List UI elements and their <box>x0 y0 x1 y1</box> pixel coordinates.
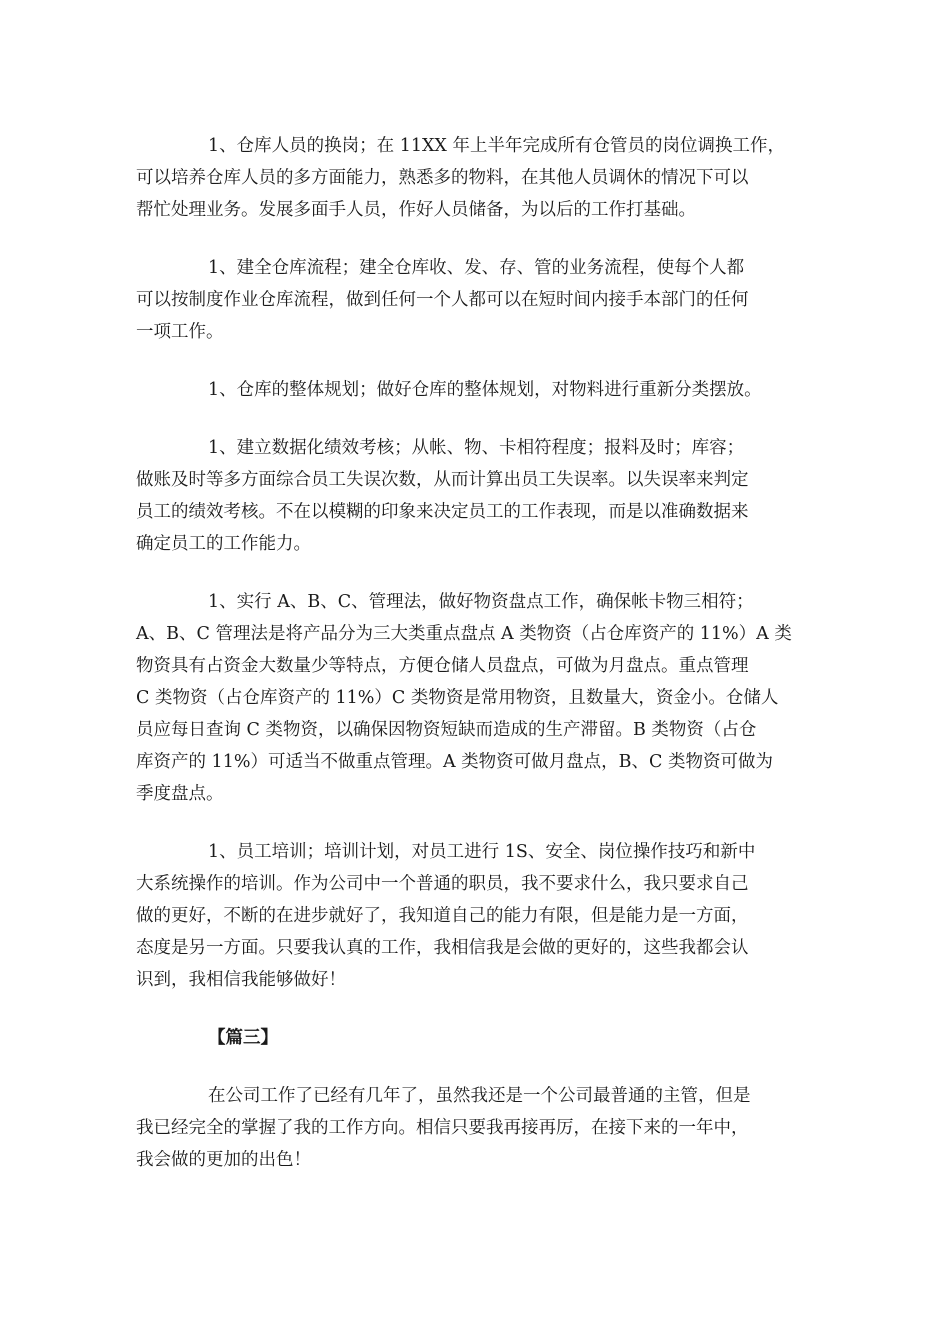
text-line: 员工的绩效考核。不在以模糊的印象来决定员工的工作表现，而是以准确数据来 <box>136 502 749 522</box>
text-line: 大系统操作的培训。作为公司中一个普通的职员，我不要求什么，我只要求自己 <box>136 874 749 894</box>
text-line: 我已经完全的掌握了我的工作方向。相信只要我再接再厉，在接下来的一年中， <box>136 1118 749 1138</box>
text-line: 我会做的更加的出色！ <box>136 1150 311 1170</box>
text-line: 1、员工培训；培训计划，对员工进行 1S、安全、岗位操作技巧和新中 <box>208 842 756 862</box>
text-line: 帮忙处理业务。发展多面手人员，作好人员储备，为以后的工作打基础。 <box>136 200 696 220</box>
section-heading: 【篇三】 <box>208 1028 278 1048</box>
text-line: 物资具有占资金大数量少等特点，方便仓储人员盘点，可做为月盘点。重点管理 <box>136 656 749 676</box>
text-line: 1、建全仓库流程；建全仓库收、发、存、管的业务流程，使每个人都 <box>208 258 745 278</box>
text-line: 可以按制度作业仓库流程，做到任何一个人都可以在短时间内接手本部门的任何 <box>136 290 749 310</box>
paragraph-warehouse-process <box>136 252 812 348</box>
text-line: A、B、C 管理法是将产品分为三大类重点盘点 A 类物资（占仓库资产的 11%）A 类 <box>136 624 792 644</box>
text-line: 确定员工的工作能力。 <box>136 534 311 554</box>
text-line: 1、实行 A、B、C、管理法，做好物资盘点工作，确保帐卡物三相符； <box>208 592 754 612</box>
text-line: 做账及时等多方面综合员工失误次数，从而计算出员工失误率。以失误率来判定 <box>136 470 749 490</box>
text-line: 季度盘点。 <box>136 784 224 804</box>
text-line: 一项工作。 <box>136 322 224 342</box>
text-line: 库资产的 11%）可适当不做重点管理。A 类物资可做月盘点，B、C 类物资可做为 <box>136 752 773 772</box>
text-line: 1、建立数据化绩效考核；从帐、物、卡相符程度；报料及时；库容； <box>208 438 745 458</box>
paragraph-performance-assessment <box>136 432 812 560</box>
text-line: C 类物资（占仓库资产的 11%）C 类物资是常用物资，且数量大，资金小。仓储人 <box>136 688 779 708</box>
text-line: 在公司工作了已经有几年了，虽然我还是一个公司最普通的主管，但是 <box>208 1086 751 1106</box>
paragraph-abc-management <box>136 586 812 810</box>
text-line: 可以培养仓库人员的多方面能力，熟悉多的物料，在其他人员调休的情况下可以 <box>136 168 749 188</box>
document-page <box>136 130 812 1202</box>
paragraph-warehouse-planning <box>136 374 812 406</box>
text-line: 1、仓库的整体规划；做好仓库的整体规划，对物料进行重新分类摆放。 <box>208 380 762 400</box>
paragraph-staff-rotation <box>136 130 812 226</box>
text-line: 1、仓库人员的换岗；在 11XX 年上半年完成所有仓管员的岗位调换工作， <box>208 136 785 156</box>
text-line: 员应每日查询 C 类物资，以确保因物资短缺而造成的生产滞留。B 类物资（占仓 <box>136 720 757 740</box>
text-line: 态度是另一方面。只要我认真的工作，我相信我是会做的更好的，这些我都会认 <box>136 938 749 958</box>
text-line: 识到，我相信我能够做好！ <box>136 970 346 990</box>
text-line: 做的更好，不断的在进步就好了，我知道自己的能力有限，但是能力是一方面， <box>136 906 749 926</box>
paragraph-staff-training <box>136 836 812 996</box>
paragraph-closing <box>136 1080 812 1176</box>
